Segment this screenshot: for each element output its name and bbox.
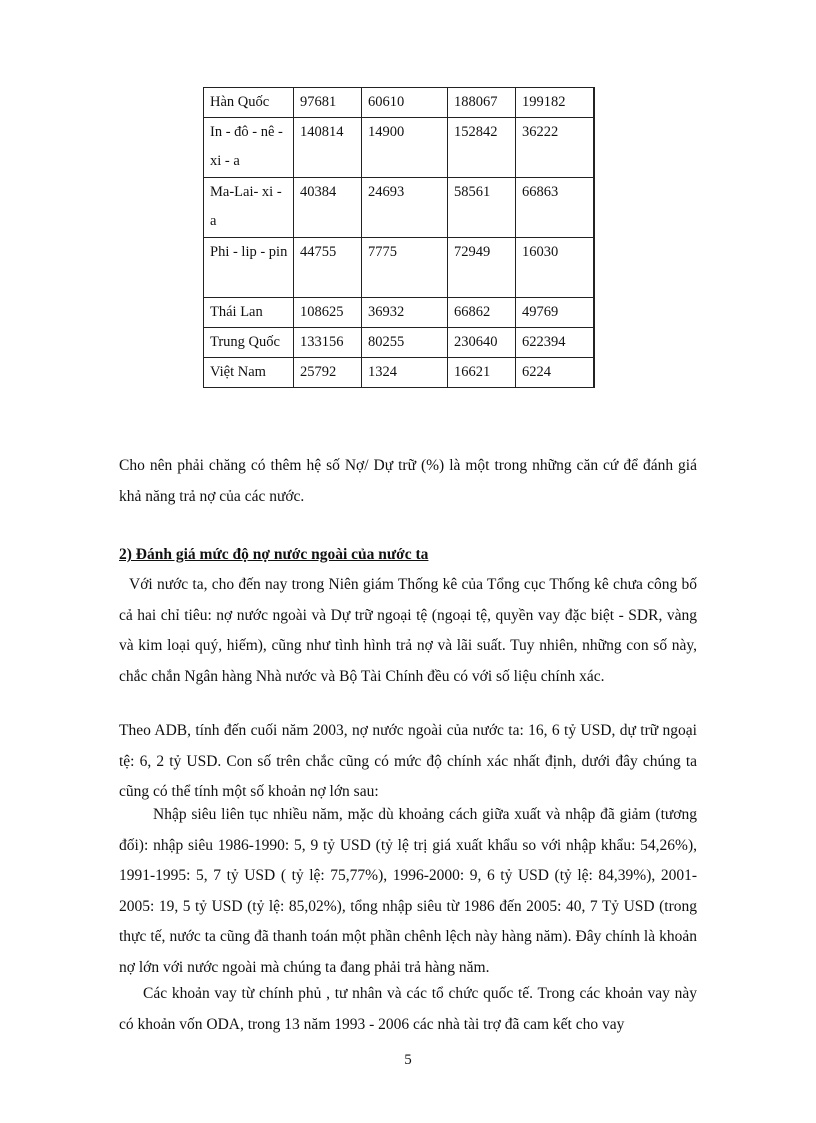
empty-cell — [594, 118, 595, 178]
table-row — [204, 88, 595, 118]
table-row — [204, 298, 595, 328]
section-heading: 2) Đánh giá mức độ nợ nước ngoài của nước ta — [119, 546, 429, 563]
value-cell: 622394 — [516, 328, 594, 358]
table-row — [204, 178, 595, 238]
value-cell: 40384 — [294, 178, 362, 238]
value-cell: 36932 — [362, 298, 448, 328]
country-cell: Trung Quốc — [204, 328, 294, 358]
paragraph-3: Nhập siêu liên tục nhiều năm, mặc dù khoảng cách giữa xuất và nhập đã giảm (tương đối): nhập siêu 1986-1990: 5, 9 tỷ USD (tỷ lệ trị giá xuất khẩu so với nhập khẩu: 54,26%), 1991-1995: 5, 7 tỷ USD ( tỷ lệ: 75,77%), 1996-2000: 9, 6 tỷ USD (tỷ lệ: 84,39%), 2001-2005: 19, 5 tỷ USD (tỷ lệ: 85,02%), tổng nhập siêu từ 1986 đến 2005: 40, 7 Tỷ USD (trong thực tế, nước ta cũng đã thanh toán một phần chênh lệch này hàng năm). Đây chính là khoản nợ lớn với nước ngoài mà chúng ta đang phải trả hàng năm. — [119, 806, 697, 976]
intro-paragraph: Cho nên phải chăng có thêm hệ số Nợ/ Dự trữ (%) là một trong những căn cứ để đánh giá khả năng trả nợ của các nước. — [119, 457, 697, 505]
value-cell: 60610 — [362, 88, 448, 118]
table-row — [204, 118, 595, 178]
value-cell: 108625 — [294, 298, 362, 328]
value-cell: 7775 — [362, 238, 448, 298]
value-cell: 6224 — [516, 358, 594, 388]
value-cell: 44755 — [294, 238, 362, 298]
value-cell: 80255 — [362, 328, 448, 358]
table-row — [204, 328, 595, 358]
value-cell: 36222 — [516, 118, 594, 178]
paragraph-1: Với nước ta, cho đến nay trong Niên giám Thống kê của Tổng cục Thống kê chưa công bố cả hai chỉ tiêu: nợ nước ngoài và Dự trữ ngoại tệ (ngoại tệ, quyền vay đặc biệt - SDR, vàng và kim loại quý, hiếm), cũng như tình hình trả nợ và lãi suất. Tuy nhiên, những con số này, chắc chắn Ngân hàng Nhà nước và Bộ Tài Chính đều có với số liệu chính xác. — [119, 576, 697, 685]
empty-cell — [594, 298, 595, 328]
paragraph-4: Các khoản vay từ chính phủ , tư nhân và các tổ chức quốc tế. Trong các khoản vay này có khoản vốn ODA, trong 13 năm 1993 - 2006 các nhà tài trợ đã cam kết cho vay — [119, 985, 697, 1033]
value-cell: 133156 — [294, 328, 362, 358]
country-cell: Phi - lip - pin — [204, 238, 294, 298]
value-cell: 49769 — [516, 298, 594, 328]
country-cell: In - đô - nê -xi - a — [204, 118, 294, 178]
value-cell: 25792 — [294, 358, 362, 388]
page-number: 5 — [404, 1052, 412, 1068]
empty-cell — [594, 238, 595, 298]
value-cell: 97681 — [294, 88, 362, 118]
country-cell: Ma-Lai- xi - a — [204, 178, 294, 238]
value-cell: 199182 — [516, 88, 594, 118]
empty-cell — [594, 88, 595, 118]
value-cell: 16621 — [448, 358, 516, 388]
empty-cell — [594, 358, 595, 388]
value-cell: 24693 — [362, 178, 448, 238]
value-cell: 66862 — [448, 298, 516, 328]
country-cell: Thái Lan — [204, 298, 294, 328]
empty-cell — [594, 328, 595, 358]
debt-table — [203, 87, 595, 388]
value-cell: 72949 — [448, 238, 516, 298]
value-cell: 1324 — [362, 358, 448, 388]
table-row — [204, 358, 595, 388]
value-cell: 188067 — [448, 88, 516, 118]
value-cell: 16030 — [516, 238, 594, 298]
empty-cell — [594, 178, 595, 238]
paragraph-2: Theo ADB, tính đến cuối năm 2003, nợ nước ngoài của nước ta: 16, 6 tỷ USD, dự trữ ngoại tệ: 6, 2 tỷ USD. Con số trên chắc cũng có mức độ chính xác nhất định, dưới đây chúng ta cũng có thể tính một số khoản nợ lớn sau: — [119, 722, 697, 800]
country-cell: Hàn Quốc — [204, 88, 294, 118]
table-row — [204, 238, 595, 298]
country-cell: Việt Nam — [204, 358, 294, 388]
value-cell: 58561 — [448, 178, 516, 238]
value-cell: 14900 — [362, 118, 448, 178]
value-cell: 140814 — [294, 118, 362, 178]
value-cell: 230640 — [448, 328, 516, 358]
value-cell: 152842 — [448, 118, 516, 178]
value-cell: 66863 — [516, 178, 594, 238]
